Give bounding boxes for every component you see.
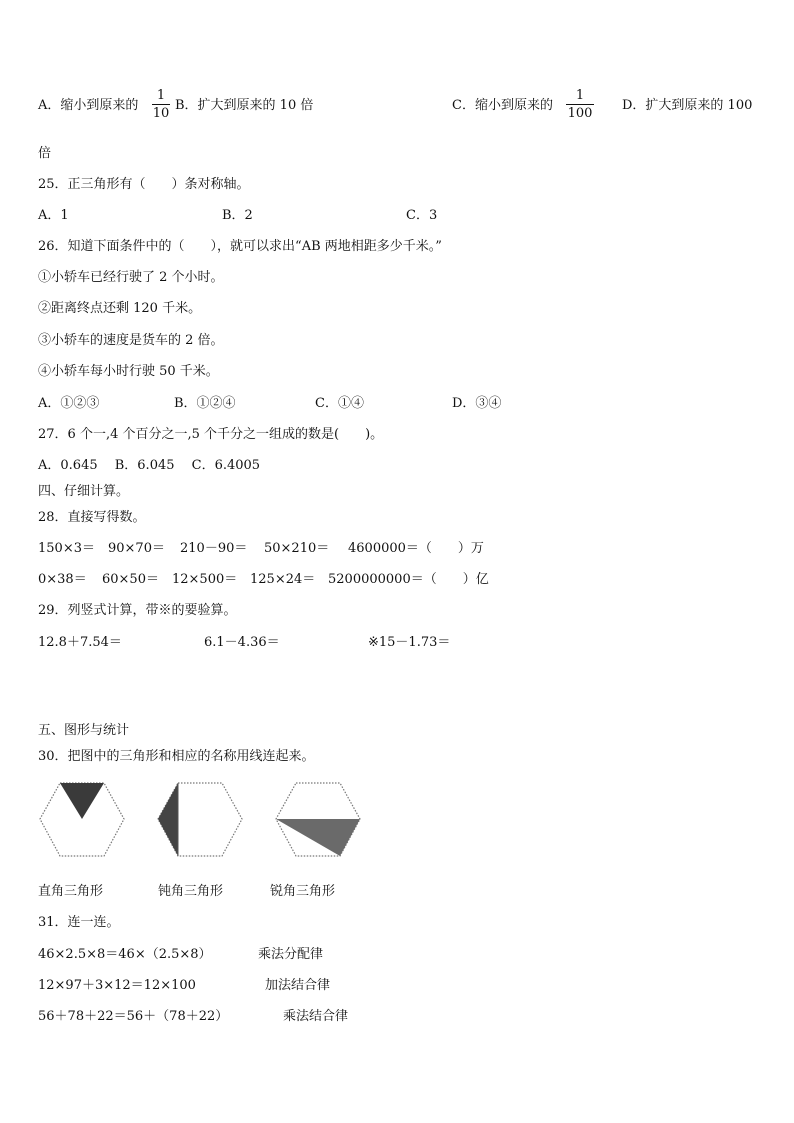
q29-item: 6.1－4.36＝ [204,635,280,650]
q29-stem: 29．列竖式计算，带※的要验算。 [38,603,237,618]
fraction-numerator: 1 [156,88,166,103]
q24-option-d: D．扩大到原来的 100 [622,98,753,113]
q27-options: A．0.645 B．6.045 C．6.4005 [38,458,261,473]
hexagon-figure-3 [274,781,362,859]
q24-option-c: C．缩小到原来的 [452,98,553,113]
q31-law: 乘法结合律 [283,1009,349,1024]
q25-option-c: C．3 [406,208,438,223]
q26-condition: ④小轿车每小时行驶 50 千米。 [38,364,219,379]
q24-option-c-fraction [566,88,594,121]
q26-condition: ③小轿车的速度是货车的 2 倍。 [38,333,224,348]
q28-stem: 28．直接写得数。 [38,510,146,525]
q30-label: 锐角三角形 [270,884,336,899]
q31-expression: 46×2.5×8＝46×（2.5×8） [38,947,212,962]
section-heading: 五、图形与统计 [38,723,130,738]
fraction-bar [566,104,594,105]
q25-stem: 25．正三角形有（ ）条对称轴。 [38,177,250,192]
q26-condition: ②距离终点还剩 120 千米。 [38,301,202,316]
q27-stem: 27．6 个一,4 个百分之一,5 个千分之一组成的数是( )。 [38,427,384,442]
q29-item: 12.8＋7.54＝ [38,635,122,650]
q28-item: 60×50＝ [102,572,159,587]
shaded-triangle [158,783,178,856]
q30-label: 钝角三角形 [158,884,224,899]
q28-item: 125×24＝ [250,572,316,587]
q26-stem: 26．知道下面条件中的（ ），就可以求出“AB 两地相距多少千米。” [38,239,442,254]
q28-item: 4600000＝（ ）万 [348,541,484,556]
shaded-triangle [60,783,104,819]
shaded-triangle [276,819,360,856]
q31-stem: 31．连一连。 [38,915,120,930]
q31-law: 加法结合律 [265,978,331,993]
q28-item: 150×3＝ [38,541,95,556]
q29-item: ※15－1.73＝ [368,635,451,650]
q26-option-b: B．①②④ [174,396,236,411]
q28-item: 210－90＝ [180,541,248,556]
fraction-numerator: 1 [575,88,585,103]
q28-item: 12×500＝ [172,572,238,587]
q24-option-b: B．扩大到原来的 10 倍 [175,98,314,113]
q26-option-d: D．③④ [452,396,502,411]
q30-stem: 30．把图中的三角形和相应的名称用线连起来。 [38,749,315,764]
fraction-denominator: 100 [567,106,593,121]
q28-item: 5200000000＝（ ）亿 [328,572,489,587]
fraction-denominator: 10 [152,106,170,121]
q28-item: 0×38＝ [38,572,87,587]
q26-option-a: A．①②③ [38,396,100,411]
q24-option-a-fraction [152,88,170,121]
section-heading: 四、仔细计算。 [38,484,130,499]
q31-expression: 12×97＋3×12＝12×100 [38,978,196,993]
q31-law: 乘法分配律 [258,947,324,962]
fraction-bar [152,104,170,105]
q26-option-c: C．①④ [315,396,364,411]
q24-option-d-wrap: 倍 [38,146,52,161]
q25-option-a: A．1 [38,208,69,223]
q24-option-a: A．缩小到原来的 [38,98,139,113]
hexagon-figure-1 [38,781,126,859]
q26-condition: ①小轿车已经行驶了 2 个小时。 [38,270,224,285]
q25-option-b: B．2 [222,208,253,223]
q28-item: 90×70＝ [108,541,165,556]
q28-item: 50×210＝ [264,541,330,556]
hexagon-figure-2 [156,781,244,859]
q30-label: 直角三角形 [38,884,104,899]
q31-expression: 56＋78＋22＝56＋（78＋22） [38,1009,229,1024]
